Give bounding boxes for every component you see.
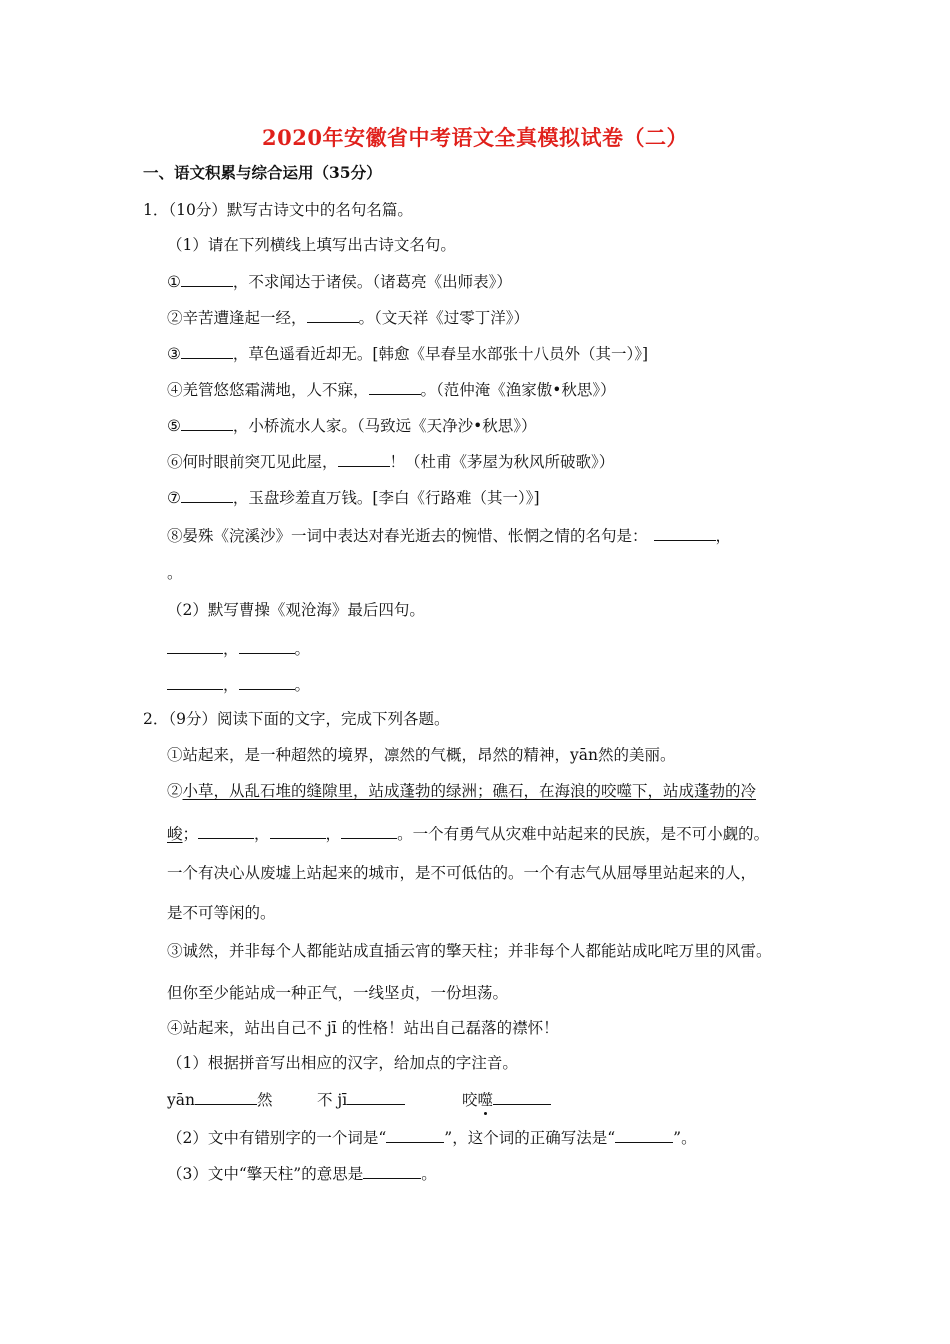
blank[interactable] [347,1089,405,1105]
dotted-char: 噬 [477,1091,494,1109]
blank[interactable] [239,638,295,654]
char: 咬 [462,1091,478,1109]
q1-item-7 [167,487,540,508]
section-heading: 一、语文积累与综合运用（35分） [143,163,382,182]
q1-item-1-post: ，不求闻达于诸侯。（诸葛亮《出师表》） [232,273,512,291]
comma: ， [223,640,239,658]
q2-paragraph-2-line-3: 一个有决心从废墟上站起来的城市，是不可低估的。一个有志气从屈辱里站起来的人， [167,864,757,882]
pinyin: yān [167,1091,195,1109]
q1-poem-line-1 [167,638,310,659]
q1-item-5 [167,415,537,436]
blank[interactable] [338,451,390,467]
underlined-sentence: 小草，从乱石堆的缝隙里，站成蓬勃的绿洲；礁石，在海浪的咬噬下，站成蓬勃的冷 [182,782,757,800]
blank[interactable] [654,525,716,541]
q1-item-2-pre: ②辛苦遭逢起一经， [167,309,307,327]
q2-paragraph-2-line-4: 是不可等闲的。 [167,904,276,922]
q2-fill-a [167,1089,273,1110]
semicolon: ； [182,825,199,843]
paragraph-number: ② [167,782,183,800]
q2-paragraph-2-line-2 [167,823,769,844]
blank[interactable] [270,823,326,839]
blank[interactable] [239,674,295,690]
q1-item-6 [167,451,614,472]
blank[interactable] [167,638,223,654]
q2-heading: 2．（9分）阅读下面的文字，完成下列各题。 [143,710,450,728]
q2-sub2 [167,1127,697,1148]
text: （3）文中“擎天柱”的意思是 [167,1165,364,1183]
q1-item-6-pre: ⑥何时眼前突兀见此屋， [167,453,338,471]
comma: ， [325,825,342,843]
blank[interactable] [307,307,359,323]
blank[interactable] [181,271,233,287]
q1-item-8 [167,525,731,546]
blank[interactable] [167,674,223,690]
q2-fill-c [462,1089,551,1110]
q2-paragraph-1: ①站起来，是一种超然的境界，凛然的气概，昂然的精神，yān然的美丽。 [167,746,676,764]
q1-item-3-post: ，草色遥看近却无。[韩愈《早春呈水部张十八员外（其一）》] [232,345,649,363]
q1-heading: 1．（10分）默写古诗文中的名句名篇。 [143,201,413,219]
blank[interactable] [181,343,233,359]
q1-item-7-post: ，玉盘珍羞直万钱。[李白《行路难（其一）》] [232,489,540,507]
q1-item-2-post: 。（文天祥《过零丁洋》） [358,309,530,327]
text: ”。 [673,1129,697,1147]
comma: ， [254,825,270,843]
char: 然 [256,1091,273,1109]
q1-sub1: （1）请在下列横线上填写出古诗文名句。 [167,236,456,254]
comma: ， [715,527,732,545]
period: 。 [294,640,311,658]
blank[interactable] [341,823,397,839]
exam-title: 2020年安徽省中考语文全真模拟试卷（二） [262,125,688,150]
q2-sub1: （1）根据拼音写出相应的汉字，给加点的字注音。 [167,1054,518,1072]
period: 。 [294,676,311,694]
underlined-sentence-end: 峻 [167,825,183,843]
period: 。 [167,564,183,582]
q2-paragraph-3-line-2: 但你至少能站成一种正气，一线坚贞，一份坦荡。 [167,984,509,1002]
blank[interactable] [195,1089,257,1105]
q1-item-3-pre: ③ [167,345,181,363]
q1-item-2 [167,307,529,328]
comma: ， [223,676,239,694]
text: （2）文中有错别字的一个词是“ [167,1129,387,1147]
q1-item-3 [167,343,648,364]
q2-paragraph-3: ③诚然，并非每个人都能站成直插云宵的擎天柱；并非每个人都能站成叱咤万里的风雷。 [167,942,772,960]
q1-item-8-cont [167,563,183,583]
q1-sub2: （2）默写曹操《观沧海》最后四句。 [167,601,425,619]
q1-item-6-post: ！（杜甫《茅屋为秋风所破歌》） [389,453,615,471]
paragraph-2-rest: 。一个有勇气从灾难中站起来的民族，是不可小觑的。 [397,825,770,843]
q1-item-4-post: 。（范仲淹《渔家傲•秋思》） [420,381,616,399]
blank[interactable] [181,487,233,503]
q1-item-8-text: ⑧晏殊《浣溪沙》一词中表达对春光逝去的惋惜、怅惘之情的名句是： [167,527,648,545]
q2-paragraph-2 [167,781,756,801]
q1-item-4 [167,379,616,400]
text: ”，这个词的正确写法是“ [444,1129,616,1147]
blank[interactable] [615,1127,673,1143]
q1-item-5-pre: ⑤ [167,417,181,435]
q1-item-1-pre: ① [167,273,181,291]
q1-item-1 [167,271,512,292]
blank[interactable] [363,1163,421,1179]
pinyin: 不 jī [317,1091,348,1109]
blank[interactable] [181,415,233,431]
blank[interactable] [493,1089,551,1105]
q2-fill-b [317,1089,405,1110]
q1-item-7-pre: ⑦ [167,489,181,507]
q1-item-4-pre: ④羌管悠悠霜满地，人不寐， [167,381,369,399]
q1-item-5-post: ，小桥流水人家。（马致远《天净沙•秋思》） [232,417,537,435]
q2-sub3 [167,1163,437,1184]
q2-paragraph-4: ④站起来，站出自己不 jī 的性格！站出自己磊落的襟怀！ [167,1019,559,1037]
text: 。 [421,1165,437,1183]
q1-poem-line-2 [167,674,310,695]
blank[interactable] [198,823,254,839]
blank[interactable] [386,1127,444,1143]
blank[interactable] [369,379,421,395]
